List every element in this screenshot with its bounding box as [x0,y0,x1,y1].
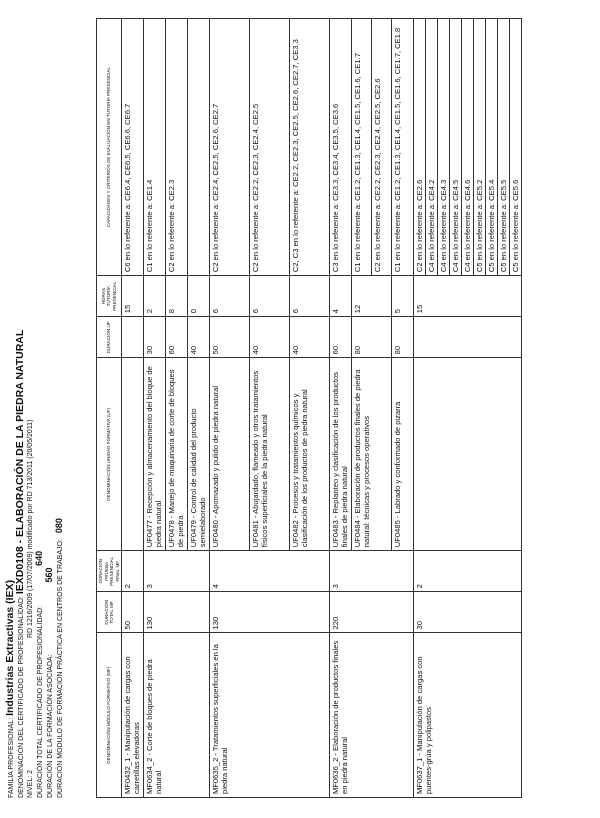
evaluation-criteria: C3 en lo referente a: CE3.3, CE3.4, CE3.5, CE3.6 [330,19,352,276]
col-header-uf: DENOMINACIÓN UNIDAD FORMATIVA (UF) [97,358,122,551]
tutoring-hours: 15 [122,276,144,317]
practice-duration-line [55,18,65,798]
unit-name: UF0477 - Recepción y almacenamiento del bloque de piedra natural [144,358,166,551]
module-name: MF0634_2 - Corte de bloques de piedra natural [144,633,210,798]
module-name: MF0636_2 - Elaboración de productos finales en piedra natural [330,633,414,798]
table-row [414,19,426,798]
module-name: MF0637_1 - Manipulación de cargas con puentes-grúa y polipastos [414,633,522,798]
total-duration-line [35,18,45,798]
practice-duration-value: 080 [54,518,64,534]
level-line [26,18,35,798]
unit-name: UF0480 - Apomazado y pulido de piedra natural [210,358,250,551]
unit-duration [414,317,522,358]
unit-duration: 40 [250,317,290,358]
evaluation-criteria: C4 en lo referente a: CE4.5 [450,19,462,276]
unit-duration: 40 [290,317,330,358]
evaluation-criteria: C2 en lo referente a: CE2.3 [166,19,188,276]
tutoring-hours: 6 [290,276,330,317]
rd-reference: RD 1216/2009 (17/07/2009) modificado por RD 713/2011 (20/05/2011) [27,419,34,639]
unit-duration: 60 [166,317,188,358]
document-header [6,18,65,798]
evaluation-criteria: C5 en lo referente a: CE5.5 [498,19,510,276]
module-duration: 50 [122,592,144,633]
training-duration-label: DURACIÓN DE LA FORMACIÓN ASOCIADA: [47,654,54,798]
module-duration: 220 [330,592,414,633]
unit-name [414,358,522,551]
evaluation-criteria: C4 en lo referente a: CE4.6 [462,19,474,276]
unit-name: UF0483 - Replanteo y clasificación de los productos finales de piedra natural [330,358,352,551]
family-label: FAMILIA PROFESIONAL: [8,717,15,798]
final-test-duration: 4 [210,551,330,592]
modules-table [96,18,522,798]
unit-name: UF0482 - Procesos y tratamientos químicos y clasificación de los productos de piedra natural [290,358,330,551]
unit-duration: 30 [144,317,166,358]
family-value: Industrias Extractivas (IEX) [4,579,16,716]
table-header-row [97,19,122,798]
evaluation-criteria: C1 en lo referente a: CE1.4 [144,19,166,276]
final-test-duration: 3 [330,551,414,592]
table-row [330,19,352,798]
table-row [144,19,166,798]
final-test-duration: 2 [414,551,522,592]
final-test-duration: 2 [122,551,144,592]
unit-duration: 40 [188,317,210,358]
training-duration-line [45,18,55,798]
evaluation-criteria: C2 en lo referente a: CE2.2, CE2.3, CE2.4, CE2.5 [250,19,290,276]
col-header-uf-duration: DURACIÓN UF [97,317,122,358]
module-duration: 130 [210,592,330,633]
tutoring-hours: 15 [414,276,522,317]
unit-name [122,358,144,551]
total-duration-label: DURACIÓN TOTAL CERTIFICADO DE PROFESIONALIDAD: [37,605,44,798]
unit-name: UF0481 - Abujardado, flameado y otros tratamientos físicos superficiales de la piedra natural [250,358,290,551]
module-duration: 130 [144,592,210,633]
module-duration: 30 [414,592,522,633]
tutoring-hours: 2 [144,276,166,317]
evaluation-criteria: C5 en lo referente a: CE5.4 [486,19,498,276]
evaluation-criteria: C4 en lo referente a: CE4.3 [438,19,450,276]
training-duration-value: 560 [44,567,54,583]
tutoring-hours: 6 [250,276,290,317]
unit-duration [122,317,144,358]
col-header-final-test: DURACIÓN PRUEBA PRESENCIAL FINAL MF [97,551,122,592]
col-header-criteria: CAPACIDADES Y CRITERIOS DE EVALUACIÓN EN TUTORÍA PRESENCIAL [97,19,122,276]
evaluation-criteria: C2, C3 en lo referente a: CE2.2, CE2.3, CE2.5, CE2.6, CE2.7, CE3.3 [290,19,330,276]
certificate-label: DENOMINACIÓN DEL CERTIFICADO DE PROFESIONALIDAD: [18,596,25,798]
tutoring-hours: 12 [352,276,392,317]
unit-duration: 80 [392,317,414,358]
tutoring-hours: 0 [188,276,210,317]
certificate-value: IEXD0108 - ELABORACIÓN DE LA PIEDRA NATURAL [14,329,26,595]
tutoring-hours: 8 [166,276,188,317]
col-header-mf: DENOMINACIÓN MÓDULO FORMATIVO (MF) [97,633,122,798]
unit-duration: 80 [352,317,392,358]
practice-duration-label: DURACIÓN MÓDULO DE FORMACIÓN PRÁCTICA EN CENTROS DE TRABAJO: [57,539,64,798]
col-header-mf-duration: DURACIÓN TOTAL MF [97,592,122,633]
evaluation-criteria [188,19,210,276]
evaluation-criteria: C1 en lo referente a: CE1.2, CE1.3, CE1.4, CE1.5, CE1.6, CE1.7, CE1.8 [392,19,414,276]
unit-name: UF0484 - Elaboración de productos finales de piedra natural: técnicas y procesos operativos [352,358,392,551]
level-label: NIVEL: 2 [27,769,34,798]
col-header-tutoring-hours: HORAS TUTORÍA PRESENCIAL [97,276,122,317]
final-test-duration: 3 [144,551,210,592]
evaluation-criteria: C1 en lo referente a: CE1.2, CE1.3, CE1.4, CE1.5, CE1.6, CE1.7 [352,19,372,276]
unit-duration: 50 [210,317,250,358]
table-row [210,19,250,798]
tutoring-hours: 5 [392,276,414,317]
unit-duration: 60 [330,317,352,358]
module-name: MF0635_2 - Tratamientos superficiales en la piedra natural [210,633,330,798]
unit-name: UF0485 - Labrado y conformado de pizarra [392,358,414,551]
evaluation-criteria: C2 en lo referente a: CE2.6 [414,19,426,276]
evaluation-criteria: C6 en lo referente a: CE6.4, CE6.5, CE6.6, CE6.7 [122,19,144,276]
evaluation-criteria: C4 en lo referente a: CE4.2 [426,19,438,276]
evaluation-criteria: C2 en lo referente a: CE2.4, CE2.5, CE2.6, CE2.7 [210,19,250,276]
total-duration-value: 640 [34,550,44,566]
evaluation-criteria: C2 en lo referente a: CE2.2, CE2.3, CE2.4, CE2.5, CE2.6 [372,19,392,276]
tutoring-hours: 4 [330,276,352,317]
certificate-line [16,18,26,798]
unit-name: UF0478 - Manejo de maquinaria de corte de bloques de piedra [166,358,188,551]
evaluation-criteria: C5 en lo referente a: CE5.6 [510,19,522,276]
evaluation-criteria: C5 en lo referente a: CE5.2 [474,19,486,276]
tutoring-hours: 6 [210,276,250,317]
table-row [122,19,144,798]
module-name: MF0432_1 - Manipulación de cargas con carretillas elevadoras [122,633,144,798]
unit-name: UF0479 - Control de calidad del producto semielaborado [188,358,210,551]
